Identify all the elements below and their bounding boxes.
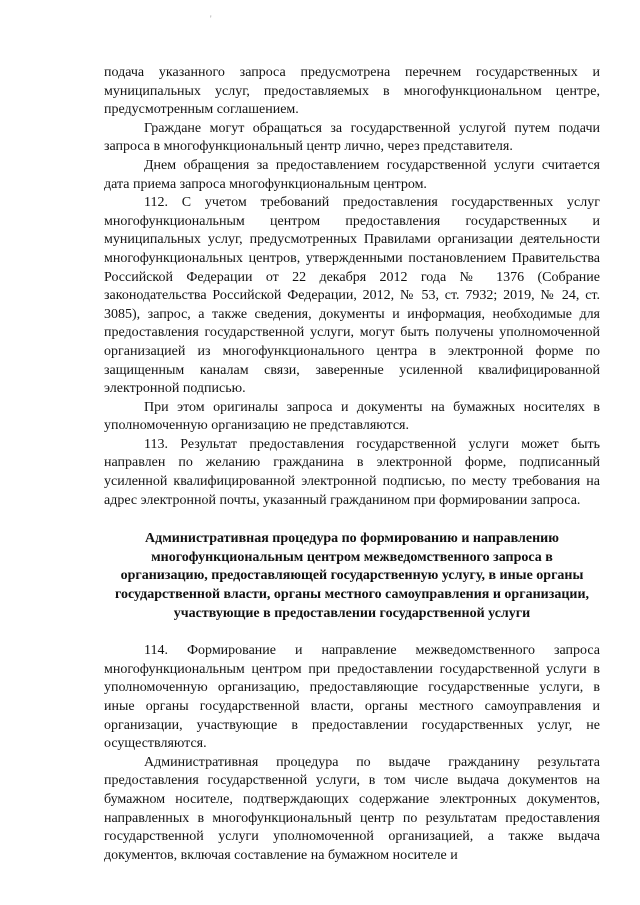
paragraph-issuance-procedure: Административная процедура по выдаче гражданину результата предоставления государственной услуги, в том числе выдача документов на бумажном носителе, подтверждающих содержание электронных документов, направленных в многофункциональный центр по результатам предоставления государственной услуги уполномоченной организацией, а также выдача документов, включая составление на бумажном носителе и <box>104 754 600 863</box>
paragraph-citizens-may-apply: Граждане могут обращаться за государственной услугой путем подачи запроса в многофункциональный центр лично, через представителя. <box>104 120 600 155</box>
paragraph-originals-not-submitted: При этом оригиналы запроса и документы на бумажных носителях в уполномоченную организацию не представляются. <box>104 399 600 434</box>
paragraph-113: 113. Результат предоставления государственной услуги может быть направлен по желанию гражданина в электронной форме, подписанный усиленной квалифицированной электронной подписью, по месту требования на адрес электронной почты, указанный гражданином при формировании запроса. <box>104 436 600 508</box>
paragraph-114: 114. Формирование и направление межведомственного запроса многофункциональным центром при предоставлении государственной услуги в уполномоченную организацию, предоставляющие государственные услуги, в иные органы государственной власти, органы местного самоуправления и организации, участвующие в предоставлении государственных услуг, не осуществляются. <box>104 643 600 752</box>
section-heading: Административная процедура по формированию и направлению многофункциональным центром межведомственного запроса в организацию, предоставляющей государственную услугу, в иные органы государственной власти, органы местного самоуправления и организации, участвующие в предоставлении государственной услуги <box>114 531 590 621</box>
page-mark: ' <box>210 14 213 24</box>
paragraph-day-of-application: Днем обращения за предоставлением государственной услуги считается дата приема запроса многофункциональным центром. <box>104 157 600 192</box>
document-body <box>104 64 600 865</box>
paragraph-112: 112. С учетом требований предоставления государственных услуг многофункциональным центром предоставления государственных и муниципальных услуг, предусмотренных Правилами организации деятельности многофункциональных центров, утвержденными постановлением Правительства Российской Федерации от 22 декабря 2012 года № 1376 (Собрание законодательства Российской Федерации, 2012, № 53, ст. 7932; 2019, № 24, ст. 3085), запрос, а также сведения, документы и информация, необходимые для предоставления государственной услуги, могут быть получены уполномоченной организацией из многофункционального центра в электронной форме по защищенным каналам связи, заверенные усиленной квалифицированной электронной подписью. <box>104 195 600 397</box>
paragraph-request-continuation: подача указанного запроса предусмотрена перечнем государственных и муниципальных услуг, предоставляемых в многофункциональном центре, предусмотренным соглашением. <box>104 65 600 118</box>
